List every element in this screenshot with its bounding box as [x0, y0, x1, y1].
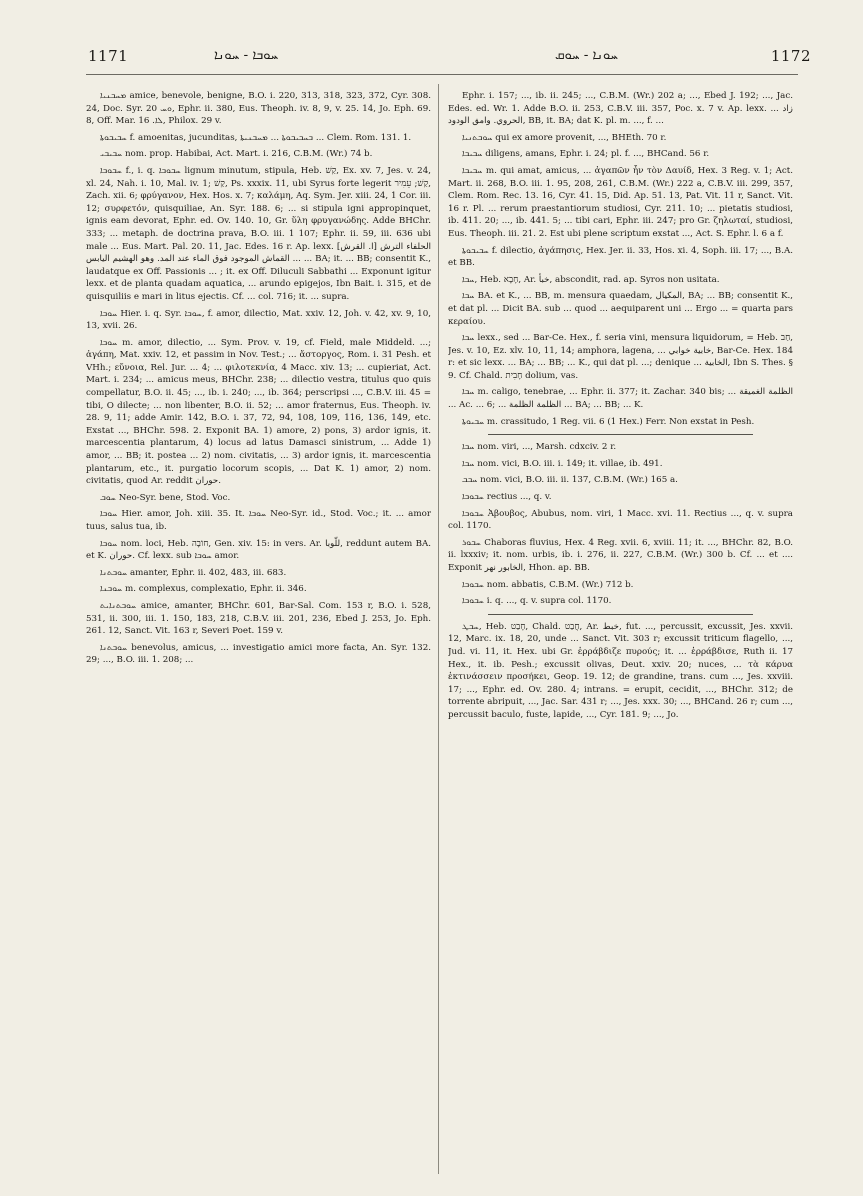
dictionary-entry: ܚܒܐ lexx., sed ... Bar-Ce. Hex., f. seria vini, mensura liquidorum, = Heb. חַב, Jes. v. 10, Ez. xlv. 10, 11, 14; amphora, lagena, ... خابية خوابي, Bar-Ce. Hex. 184 r: et sic lexx. ... BA; ... BB; ... K., qui dat pl. ...; denique ... الخابية, Ibn S. Thes. § 9. Cf. Chald. חָבִית dolium, vas. — [448, 333, 793, 381]
dictionary-entry: ܚܘܒܬܢܐܝܬ amice, amanter, BHChr. 601, Bar-Sal. Com. 153 r, B.O. i. 528, 531, ii. 300, iii. 1. 150, 183, 218, C.B.V. iii. 201, 236, Ebed J. 253, Jo. Eph. 261. 12, Sanct. Vit. 163 r, Severi Poet. 159 v. — [86, 600, 431, 637]
dictionary-entry: ܚܒܒ nom. vici, B.O. iii. ii. 137, C.B.M. (Wr.) 165 a. — [462, 475, 678, 486]
dictionary-entry: ܚܒܘܒܐ f., i. q. ܚܒܘܒܐ lignum minutum, stipula, Heb. קַשׁ, Ex. xv. 7, Jes. v. 24, xl. 24, Nah. i. 10, Mal. iv. 1; קַשׁ, Ps. xxxix. 11, ubi Syrus forte legerit קַשׁ; עֵמִיר, Zach. xii. 6; φρύγανον, Hex. Hos. x. 7; καλάμη, Aq. Sym. Jer. xiii. 24, 1 Cor. iii. 12; συρφετόν, quisquiliae, An. Syr. 188. 6; ... si stipula igni appropinquet, ignis eam devorat, Ephr. ed. Ov. 140. 10, Gr. ὕλη φρυγανώδης. Adde BHChr. 333; ... metaph. de doctrina prava, B.O. iii. 1 107; Ephr. ii. 59, iii. 636 ubi male ... Eus. Mart. Pal. 20. 11, Jac. Edes. 16 r. Ap. lexx. [ا. القرش] الحلفاء الترش ... القماش الموجود فوق الماء عند المد. وهو الهشيم اليابس ... BA; it. ... BB; consentit K., laudatque ex Off. Passionis ... ; it. ex Off. Diluculi Sabbathi ... Exponunt igitur lexx. et de planta quadam aquatica, ... arundo epigejos, Ibn Bait. i. 315, et de quisquiliis e mari in litus ejectis. Cf. ... col. 716; it. ... supra. — [86, 165, 431, 302]
dictionary-entry: ܚܘܒܐ m. amor, dilectio, ... Sym. Prov. v. 19, cf. Field, male Middeld. ...; ἀγάπη, Mat. xxiv. 12, et passim in Nov. Test.; ... ἄστοργος, Rom. i. 31 Pesh. et VHh.; εὔνοια, Rel. Jur. ... 4; ... φιλοτεκνία, 4 Macc. xiv. 13; ... cupieriat, Act. Mart. i. 234; ... amicus meus, BHChr. 238; ... dilectio vestra, titulus quo quis compellatur, B.O. ii. 45; ..., ib. i. 240; ..., ib. 364; perscripsi ..., C.B.V. iii. 45 = tibi, O dilecte; ... non libenter, B.O. ii. 52; ... amor fraternus, Eus. Theoph. iv. 28. 9, 11; adde Amir. 142, B.O. i. 37, 72, 94, 108, 109, 116, 136, 149, etc. Exstat ..., BHChr. 598. 2. Exponit BA. 1) amore, 2) pons, 3) ardor ignis, it. marcescentia plantarum, 4) locus ad latus Damasci sinistrum, ... Adde 1) amor, ... BB; it. postea ... 2) nom. civitatis, ... 3) ardor ignis, it. marcescentia plantarum, etc., it. purgatio locorum scopis, ... Dat K. 1) amor, 2) nom. civitatis, quod Ar. reddit حوران. — [86, 337, 431, 487]
dictionary-entry: Ephr. i. 157; ..., ib. ii. 245; ..., C.B.M. (Wr.) 202 a; ..., Ebed J. 192; ..., Jac. Edes. ed. Wr. 1. Adde B.O. ii. 253, C.B.V. iii. 357, Poc. x. 7 v. Ap. lexx. ... زاد الحروي. وامق الودود, BB, it. BA; dat K. pl. m. ..., f. ... — [448, 91, 793, 127]
dictionary-entry: ܚܘܒܢܐ m. complexus, complexatio, Ephr. ii. 346. — [100, 584, 307, 595]
dictionary-entry: ܚܒܝܒܘܬܐ f. dilectio, ἀγάπησις, Hex. Jer. ii. 33, Hos. xi. 4, Soph. iii. 17; ..., B.A. et BB. — [448, 245, 793, 269]
dictionary-entry: ܚܘܒܐ Hier. amor, Joh. xiii. 35. It. ܚܘܒܐ Neo-Syr. id., Stod. Voc.; it. ... amor tuus, salus tua, ib. — [86, 509, 431, 532]
dictionary-entry: ܚܒܘܒܐ i. q. ..., q. v. supra col. 1170. — [462, 596, 612, 607]
dictionary-entry: ܚܒܝܒܘܬܐ f. amoenitas, jucunditas, ܒܚܒܝܒܘܬܐ ... ܡܚܒܢܝܬܐ ... Clem. Rom. 131. 1. — [100, 132, 412, 143]
dictionary-entry: ܡܚܒܢܝܐ amice, benevole, benigne, B.O. i. 220, 313, 318, 323, 372, Cyr. 308. 24, Doc. Syr. ܘܚ 20, Ephr. ii. 380, Eus. Theoph. iv. 8, 9, v. 25. 14, Jo. Eph. 69. 8, Off. Mar. ܠܐ. 16, Philox. 29 v. — [86, 91, 431, 127]
section-separator — [488, 614, 753, 615]
right-running-title: ܚܘܢܐ - ܚܘܩ — [555, 48, 618, 63]
dictionary-entry: ܚܒܘܒܐ nom. abbatis, C.B.M. (Wr.) 712 b. — [462, 579, 634, 590]
dictionary-entry: ܚܒܝܒܐ m. qui amat, amicus, ... ἀγαπῶν ἦν τὸν Δαυίδ, Hex. 3 Reg. v. 1; Act. Mart. ii. 268, B.O. iii. 1. 95, 208, 261, C.B.M. (Wr.) 222 a, C.B.V. iii. 299, 357, Clem. Rom. Rec. 13. 16, Cyr. 41. 15, Did. Ap. 51. 13, Pat. Vit. 11 r, Sanct. Vit. 16 r. Pl. ... rerum praestantiorum studiosi, Cyr. 211. 10; ... pietatis studiosi, ib. 411. 20; ..., ib. 441. 5; ... tibi cari, Ephr. iii. 247; pro Gr. ζηλωταί, studiosi, Eus. Theoph. iii. 21. 2. Est ubi plene scriptum exstat ..., Act. S. Ephr. l. 6 a f. — [448, 165, 793, 239]
dictionary-entry: ܚܘܒܬܢܐ benevolus, amicus, ... investigatio amici more facta, An. Syr. 132. 29; ..., B.O. iii. 1. 208; ... — [86, 642, 431, 666]
dictionary-entry: ܚܒܝܘܬܐ m. crassitudo, 1 Reg. vii. 6 (1 Hex.) Ferr. Non exstat in Pesh. — [462, 416, 755, 427]
dictionary-entry: ܚܒܝܒܐ diligens, amans, Ephr. i. 24; pl. f. ..., BHCand. 56 r. — [462, 149, 710, 160]
header-rule — [86, 74, 798, 75]
dictionary-entry: ܚܒܛ, Heb. חָבַט, Chald. חֲבַט, Ar. خبط, fut. ..., percussit, excussit, Jes. xxvii. 12, Marc. ix. 18, 20, unde ... Sanct. Vit. 303 r; excussit triticum flagello, ..., Jud. vi. 11, it. Hex. ubi Gr. ἐρράβδιζε πυρούς; it. ... ἐρράβδισε, Ruth ii. 17 Hex., it. ib. Pesh.; excussit olivas, Deut. xxiv. 20; nuces, ... τὰ κάρυα ἐκτινάσσειν προσήκει, Geop. 19. 12; de grandine, trans. cum ..., Jes. xxviii. 17; ..., Ephr. ed. Ov. 280. 4; intrans. = erupit, cecidit, ..., BHChr. 312; de torrente abripuit, ..., Jac. Sar. 431 r; ..., Jes. xxx. 30; ..., BHCand. 26 r; cum ..., percussit baculo, fuste, lapide, ..., Cyr. 181. 9; ..., Jo. — [448, 621, 793, 720]
dictionary-entry: ܚܘܒܬܢܝܐ qui ex amore provenit, ..., BHEth. 70 r. — [462, 132, 667, 143]
dictionary-entry: ܚܘܒܐ nom. loci, Heb. חוֹבָה, Gen. xiv. 15: in vers. Ar. للّوبا, reddunt autem BA. et K. حوران. Cf. lexx. sub ܚܘܒܐ amor. — [86, 538, 431, 562]
dictionary-entry: ܚܘܒܐ Hier. i. q. Syr. ܚܘܒܐ, f. amor, dilectio, Mat. xxiv. 12, Joh. v. 42, xv. 9, 10, 13, xvii. 26. — [86, 308, 431, 332]
dictionary-entry: ܚܒܐ nom. viri, ..., Marsh. cdxciv. 2 r. — [462, 442, 617, 453]
right-column — [448, 90, 793, 1170]
dictionary-entry: ܚܒܐ m. caligo, tenebrae, ... Ephr. ii. 377; it. Zachar. 340 bis; ... الظلمة الغميقة ... Ac. ... 6; ... الظلمة الظلمة ... BA; ... BB; ... K. — [448, 387, 793, 411]
left-page-number: 1171 — [88, 47, 129, 65]
section-separator — [488, 434, 753, 435]
dictionary-entry: ܚܒܘܒܐ rectius ..., q. v. — [462, 492, 552, 503]
dictionary-entry: ܚܒܘܒܐ Ἀβουβος, Abubus, nom. viri, 1 Macc. xvi. 11. Rectius ..., q. v. supra col. 1170. — [448, 508, 793, 532]
dictionary-entry: ܚܒܐ BA. et K., ... BB, m. mensura quaedam, المكيال, BA; ... BB; consentit K., et dat pl. ... Dicit BA. sub ... quod ... aequiparent uni ... Ergo ... = quarta pars κεραίου. — [448, 291, 793, 327]
dictionary-entry: ܚܒܝܒܝ nom. prop. Habibai, Act. Mart. i. 216, C.B.M. (Wr.) 74 b. — [100, 149, 373, 160]
dictionary-entry: ܚܒܐ nom. vici, B.O. iii. i. 149; it. villae, ib. 491. — [462, 458, 663, 469]
dictionary-entry: ܚܒܘܪ Chaboras fluvius, Hex. 4 Reg. xvii. 6, xviii. 11; it. ..., BHChr. 82, B.O. ii. lxxxiv; it. nom. urbis, ib. i. 276, ii. 227, C.B.M. (Wr.) 300 b. Cf. ... et .... Exponit الخابور نهر, Hhon. ap. BB. — [448, 537, 793, 573]
dictionary-entry: ܚܘܒܬܢܐ amanter, Ephr. ii. 402, 483, iii. 683. — [100, 567, 287, 578]
page-header — [0, 0, 863, 70]
dictionary-entry: ܚܘܒ Neo-Syr. bene, Stod. Voc. — [100, 492, 231, 503]
left-column — [86, 90, 431, 1170]
right-page-number: 1172 — [770, 47, 811, 65]
dictionary-entry: ܚܒܐ, Heb. חָבָא, Ar. خبأ, abscondit, rad. ap. Syros non usitata. — [462, 274, 720, 285]
column-divider — [438, 84, 439, 1174]
left-running-title: ܚܘܒܐ - ܚܘܢܐ — [214, 48, 279, 63]
